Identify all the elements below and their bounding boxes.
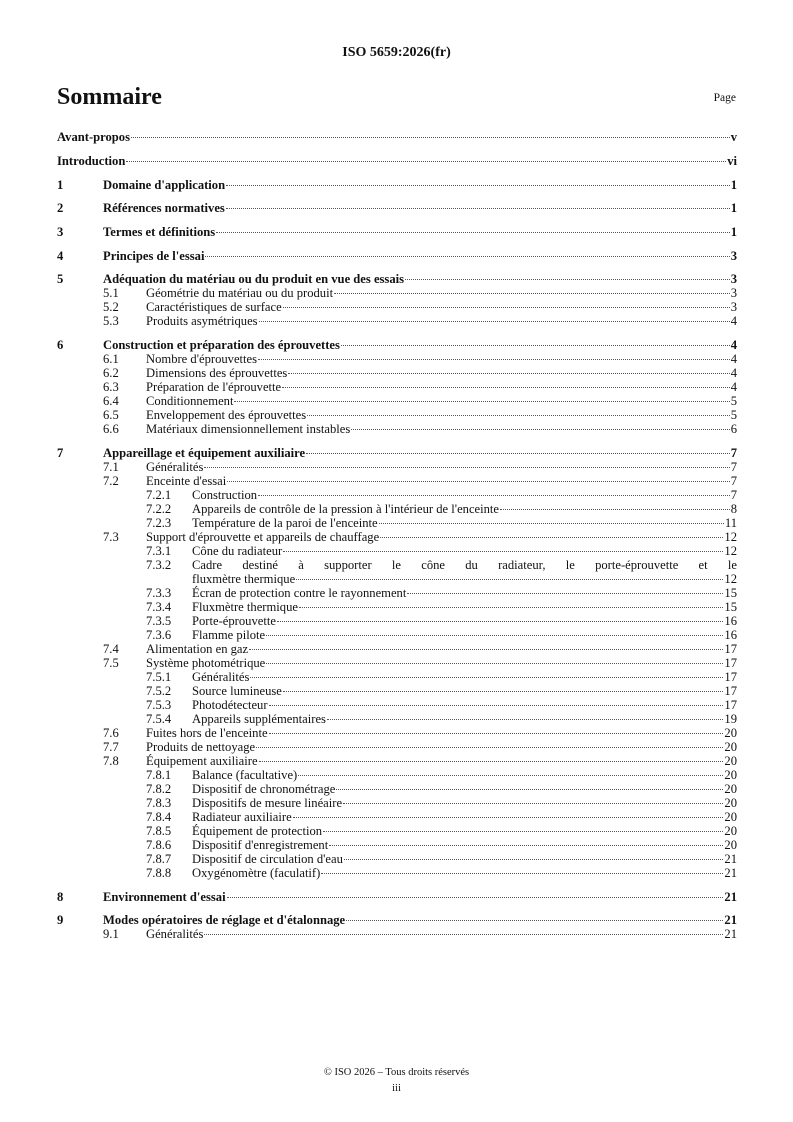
dot-leader — [204, 467, 729, 468]
dot-leader — [329, 845, 723, 846]
toc-entry-page: 16 — [724, 613, 737, 628]
toc-entry[interactable] — [57, 338, 737, 352]
dot-leader — [336, 789, 723, 790]
dot-leader — [269, 733, 724, 734]
dot-leader — [407, 593, 723, 594]
toc-entry-number: 7.3.5 — [146, 613, 172, 628]
toc-entry[interactable] — [57, 300, 737, 314]
toc-entry-page: 20 — [724, 809, 737, 824]
toc-entry-number: 7.5.3 — [146, 697, 172, 712]
toc-entry[interactable] — [57, 712, 737, 726]
toc-entry-title: Support d'éprouvette et appareils de chauffage — [146, 529, 380, 544]
toc-entry-page: 17 — [724, 641, 737, 656]
toc-entry[interactable] — [57, 249, 737, 263]
copyright-footer: © ISO 2026 – Tous droits réservés — [323, 1067, 470, 1078]
toc-entry[interactable] — [57, 474, 737, 488]
toc-entry[interactable] — [57, 488, 737, 502]
toc-entry-page: 5 — [730, 408, 737, 423]
toc-entry-number: 9 — [57, 913, 64, 928]
toc-entry-number: 6.1 — [103, 352, 119, 367]
toc-entry[interactable] — [57, 380, 737, 394]
toc-entry-number: 7.3.4 — [146, 599, 172, 614]
dot-leader — [288, 373, 729, 374]
toc-entry-title: Construction et préparation des éprouvettes — [103, 338, 340, 353]
table-of-contents — [57, 130, 737, 941]
toc-entry[interactable] — [57, 530, 737, 544]
toc-entry-title: Alimentation en gaz — [146, 641, 249, 656]
toc-entry-number: 7.6 — [103, 725, 119, 740]
dot-leader — [293, 817, 724, 818]
toc-entry-page: 19 — [724, 711, 737, 726]
toc-entry[interactable] — [57, 656, 737, 670]
toc-entry[interactable] — [57, 684, 737, 698]
toc-entry-title: Fluxmètre thermique — [192, 599, 298, 614]
toc-entry[interactable] — [57, 366, 737, 380]
toc-entry-number: 6.2 — [103, 366, 119, 381]
toc-entry-page: 15 — [724, 585, 737, 600]
toc-entry-title: Température de la paroi de l'enceinte — [192, 515, 378, 530]
toc-entry[interactable] — [57, 460, 737, 474]
toc-entry-title: Radiateur auxiliaire — [192, 809, 292, 824]
dot-leader — [341, 345, 730, 346]
dot-leader — [250, 677, 723, 678]
toc-entry-number: 1 — [57, 177, 64, 192]
toc-entry-title: Produits de nettoyage — [146, 739, 256, 754]
document-header: ISO 5659:2026(fr) — [342, 45, 451, 60]
toc-entry[interactable] — [57, 782, 737, 796]
toc-entry-page: 20 — [724, 753, 737, 768]
toc-entry[interactable] — [57, 225, 737, 239]
toc-entry[interactable] — [57, 272, 737, 286]
dot-leader — [321, 873, 723, 874]
toc-entry[interactable] — [57, 890, 737, 904]
toc-entry-number: 7.2.2 — [146, 501, 172, 516]
toc-entry[interactable] — [57, 866, 737, 880]
toc-entry-title: Matériaux dimensionnellement instables — [146, 422, 351, 437]
dot-leader — [269, 705, 724, 706]
dot-leader — [258, 495, 730, 496]
toc-entry-title: Caractéristiques de surface — [146, 300, 282, 315]
toc-entry[interactable] — [57, 502, 737, 516]
toc-entry-title: Oxygénomètre (faculatif) — [192, 865, 321, 880]
dot-leader — [227, 481, 729, 482]
dot-leader — [344, 859, 724, 860]
toc-entry-title: Nombre d'éprouvettes — [146, 352, 258, 367]
toc-entry-page: 20 — [724, 823, 737, 838]
toc-entry-number: 7.5 — [103, 655, 119, 670]
toc-entry[interactable] — [57, 824, 737, 838]
toc-entry[interactable] — [57, 698, 737, 712]
toc-entry-title: Dispositif de circulation d'eau — [192, 851, 343, 866]
toc-entry[interactable] — [57, 130, 737, 144]
toc-entry-page: 8 — [730, 501, 737, 516]
dot-leader — [380, 537, 723, 538]
toc-entry-number: 7.8 — [103, 753, 119, 768]
page-number: iii — [392, 1083, 401, 1094]
toc-entry-title: Porte-éprouvette — [192, 613, 276, 628]
toc-entry-number: 5.3 — [103, 314, 119, 329]
toc-entry-title: Dispositif d'enregistrement — [192, 837, 329, 852]
toc-entry[interactable] — [57, 600, 737, 614]
toc-entry-title: Fuites hors de l'enceinte — [146, 725, 268, 740]
toc-entry-page: 17 — [724, 669, 737, 684]
toc-entry-page: 20 — [724, 767, 737, 782]
toc-entry-page: 7 — [730, 487, 737, 502]
toc-entry[interactable] — [57, 352, 737, 366]
toc-entry-number: 7.3.1 — [146, 543, 172, 558]
dot-leader — [500, 509, 730, 510]
dot-leader — [234, 401, 729, 402]
toc-entry-title: Dispositifs de mesure linéaire — [192, 795, 343, 810]
dot-leader — [216, 232, 730, 233]
toc-entry-title: Domaine d'application — [103, 177, 226, 192]
toc-entry-page: 21 — [724, 865, 737, 880]
toc-entry-title: Enceinte d'essai — [146, 473, 227, 488]
toc-entry-continuation[interactable] — [57, 572, 737, 586]
dot-leader — [226, 208, 730, 209]
toc-entry-number: 3 — [57, 225, 64, 240]
toc-entry-title: Photodétecteur — [192, 697, 268, 712]
toc-entry-title: Enveloppement des éprouvettes — [146, 408, 307, 423]
dot-leader — [266, 663, 723, 664]
toc-entry-number: 7.8.2 — [146, 781, 172, 796]
dot-leader — [258, 359, 730, 360]
toc-entry-page: 7 — [730, 445, 737, 460]
toc-entry[interactable] — [57, 726, 737, 740]
dot-leader — [256, 747, 723, 748]
dot-leader — [296, 579, 723, 580]
toc-entry-page: 3 — [730, 248, 737, 263]
toc-entry-number: 7.2.3 — [146, 515, 172, 530]
toc-entry-title: Adéquation du matériau ou du produit en vue des essais — [103, 272, 405, 287]
toc-entry-title: Préparation de l'éprouvette — [146, 380, 282, 395]
dot-leader — [227, 897, 724, 898]
toc-entry-page: 3 — [730, 300, 737, 315]
toc-entry-page: 4 — [730, 366, 737, 381]
dot-leader — [283, 691, 724, 692]
toc-entry-number: 8 — [57, 889, 64, 904]
toc-entry-number: 5 — [57, 272, 64, 287]
toc-entry[interactable] — [57, 642, 737, 656]
dot-leader — [131, 137, 730, 138]
dot-leader — [204, 934, 723, 935]
toc-entry[interactable] — [57, 544, 737, 558]
dot-leader — [283, 307, 730, 308]
toc-entry-title: Produits asymétriques — [146, 314, 258, 329]
toc-entry-number: 7.5.2 — [146, 683, 172, 698]
toc-entry[interactable] — [57, 927, 737, 941]
dot-leader — [351, 429, 729, 430]
dot-leader — [266, 635, 723, 636]
dot-leader — [405, 279, 730, 280]
toc-entry-title: Appareils de contrôle de la pression à l'intérieur de l'enceinte — [192, 501, 500, 516]
dot-leader — [307, 415, 730, 416]
dot-leader — [277, 621, 723, 622]
dot-leader — [299, 607, 723, 608]
dot-leader — [323, 831, 723, 832]
toc-entry-page: 21 — [724, 927, 737, 942]
dot-leader — [126, 161, 726, 162]
toc-entry-title: Références normatives — [103, 201, 225, 216]
toc-entry-title: Dispositif de chronométrage — [192, 781, 336, 796]
toc-entry-page: 4 — [730, 352, 737, 367]
toc-entry[interactable] — [57, 516, 737, 530]
toc-entry-number: 7.1 — [103, 459, 119, 474]
toc-entry-title: Équipement auxiliaire — [146, 753, 258, 768]
toc-entry-title: Équipement de protection — [192, 823, 323, 838]
toc-entry-number: 7.8.6 — [146, 837, 172, 852]
toc-entry-page: 16 — [724, 627, 737, 642]
toc-entry-title: Source lumineuse — [192, 683, 282, 698]
toc-entry-title: Environnement d'essai — [103, 889, 226, 904]
page-column-label: Page — [713, 92, 736, 104]
toc-entry-title: Généralités — [146, 927, 204, 942]
toc-entry[interactable] — [57, 768, 737, 782]
dot-leader — [343, 803, 723, 804]
toc-entry-page: 6 — [730, 422, 737, 437]
dot-leader — [306, 453, 730, 454]
toc-entry-page: vi — [727, 153, 737, 168]
toc-entry-page: 11 — [724, 515, 737, 530]
dot-leader — [298, 775, 723, 776]
toc-entry[interactable] — [57, 586, 737, 600]
toc-entry-title: Appareils supplémentaires — [192, 711, 326, 726]
toc-entry-page: 1 — [730, 225, 737, 240]
toc-entry-page: 1 — [730, 177, 737, 192]
toc-entry[interactable] — [57, 754, 737, 768]
dot-leader — [379, 523, 724, 524]
toc-entry-page: 17 — [724, 683, 737, 698]
toc-entry-title: Cadre destiné à supporter le cône du radiateur, le porte-éprouvette et le — [192, 557, 737, 572]
toc-entry-number: 7.7 — [103, 739, 119, 754]
dot-leader — [259, 321, 730, 322]
toc-entry-title: Avant-propos — [57, 130, 131, 144]
toc-entry-page: 20 — [724, 795, 737, 810]
toc-entry-page: 4 — [730, 314, 737, 329]
toc-entry-page: 20 — [724, 837, 737, 852]
toc-entry-page: 12 — [724, 571, 737, 586]
toc-entry-page: 21 — [724, 889, 737, 904]
toc-entry[interactable] — [57, 913, 737, 927]
toc-entry-title: Principes de l'essai — [103, 248, 205, 263]
toc-entry-number: 9.1 — [103, 927, 119, 942]
toc-entry-page: 21 — [724, 851, 737, 866]
dot-leader — [282, 387, 730, 388]
toc-entry-page: 21 — [724, 913, 737, 928]
toc-entry-number: 7.8.3 — [146, 795, 172, 810]
toc-entry-number: 6 — [57, 338, 64, 353]
page-title: Sommaire — [57, 84, 162, 110]
dot-leader — [283, 551, 723, 552]
dot-leader — [259, 761, 724, 762]
toc-entry-number: 6.3 — [103, 380, 119, 395]
toc-entry-title: Dimensions des éprouvettes — [146, 366, 288, 381]
toc-entry[interactable] — [57, 852, 737, 866]
toc-entry-number: 7.3.3 — [146, 585, 172, 600]
toc-entry-page: 20 — [724, 739, 737, 754]
dot-leader — [226, 185, 730, 186]
toc-entry-title-cont: fluxmètre thermique — [192, 571, 296, 586]
toc-entry-title: Système photométrique — [146, 655, 266, 670]
toc-entry-page: 5 — [730, 394, 737, 409]
toc-entry[interactable] — [57, 201, 737, 215]
toc-entry-title: Généralités — [192, 669, 250, 684]
dot-leader — [249, 649, 723, 650]
toc-entry-page: 3 — [730, 272, 737, 287]
toc-entry-title: Écran de protection contre le rayonnement — [192, 585, 407, 600]
toc-entry[interactable] — [57, 838, 737, 852]
toc-entry-number: 6.6 — [103, 422, 119, 437]
toc-entry[interactable] — [57, 422, 737, 436]
toc-entry[interactable] — [57, 740, 737, 754]
toc-entry-number: 7 — [57, 445, 64, 460]
toc-entry[interactable] — [57, 810, 737, 824]
toc-entry-number: 5.1 — [103, 286, 119, 301]
toc-entry[interactable] — [57, 670, 737, 684]
toc-entry-number: 7.4 — [103, 641, 119, 656]
toc-entry[interactable] — [57, 614, 737, 628]
toc-entry[interactable] — [57, 446, 737, 460]
toc-entry[interactable] — [57, 314, 737, 328]
toc-entry-title: Construction — [192, 487, 258, 502]
toc-entry-number: 7.8.5 — [146, 823, 172, 838]
toc-entry-title: Cône du radiateur — [192, 543, 283, 558]
toc-entry-title: Flamme pilote — [192, 627, 266, 642]
toc-entry-page: 12 — [724, 543, 737, 558]
toc-entry-page: 17 — [724, 697, 737, 712]
toc-entry-number: 7.2.1 — [146, 487, 172, 502]
toc-entry-number: 7.8.8 — [146, 865, 172, 880]
toc-entry-page: 15 — [724, 599, 737, 614]
toc-entry-title: Appareillage et équipement auxiliaire — [103, 445, 306, 460]
toc-entry-number: 5.2 — [103, 300, 119, 315]
toc-entry-number: 7.3.6 — [146, 627, 172, 642]
toc-entry-page: 3 — [730, 286, 737, 301]
toc-entry-title: Balance (facultative) — [192, 767, 298, 782]
toc-entry-page: 4 — [730, 338, 737, 353]
toc-entry-title: Géométrie du matériau ou du produit — [146, 286, 334, 301]
toc-entry[interactable] — [57, 628, 737, 642]
toc-entry[interactable] — [57, 178, 737, 192]
toc-entry-title: Modes opératoires de réglage et d'étalonnage — [103, 913, 346, 928]
toc-entry-number: 7.8.7 — [146, 851, 172, 866]
toc-entry-number: 7.8.4 — [146, 809, 172, 824]
toc-entry-number: 7.2 — [103, 473, 119, 488]
toc-entry-page: 20 — [724, 781, 737, 796]
dot-leader — [205, 256, 729, 257]
toc-entry-page: 20 — [724, 725, 737, 740]
toc-entry-page: v — [730, 130, 737, 144]
toc-entry-number: 7.5.1 — [146, 669, 172, 684]
toc-entry-title: Conditionnement — [146, 394, 234, 409]
toc-entry-page: 7 — [730, 459, 737, 474]
toc-entry[interactable] — [57, 558, 737, 572]
toc-entry-title: Termes et définitions — [103, 225, 216, 240]
toc-entry-number: 7.3.2 — [146, 557, 172, 572]
toc-entry-page: 1 — [730, 201, 737, 216]
dot-leader — [334, 293, 730, 294]
toc-entry-title: Introduction — [57, 153, 126, 168]
toc-entry[interactable] — [57, 408, 737, 422]
toc-entry-page: 17 — [724, 655, 737, 670]
dot-leader — [327, 719, 723, 720]
toc-entry-number: 4 — [57, 248, 64, 263]
toc-entry-title: Généralités — [146, 459, 204, 474]
dot-leader — [346, 920, 723, 921]
toc-entry-number: 7.5.4 — [146, 711, 172, 726]
toc-entry[interactable] — [57, 154, 737, 168]
toc-entry[interactable] — [57, 796, 737, 810]
toc-entry-page: 12 — [724, 529, 737, 544]
toc-entry-number: 6.4 — [103, 394, 119, 409]
toc-entry-number: 7.8.1 — [146, 767, 172, 782]
toc-entry[interactable] — [57, 394, 737, 408]
toc-entry-page: 7 — [730, 473, 737, 488]
toc-entry-number: 2 — [57, 201, 64, 216]
toc-entry-page: 4 — [730, 380, 737, 395]
toc-entry-number: 6.5 — [103, 408, 119, 423]
toc-entry[interactable] — [57, 286, 737, 300]
toc-entry-number: 7.3 — [103, 529, 119, 544]
